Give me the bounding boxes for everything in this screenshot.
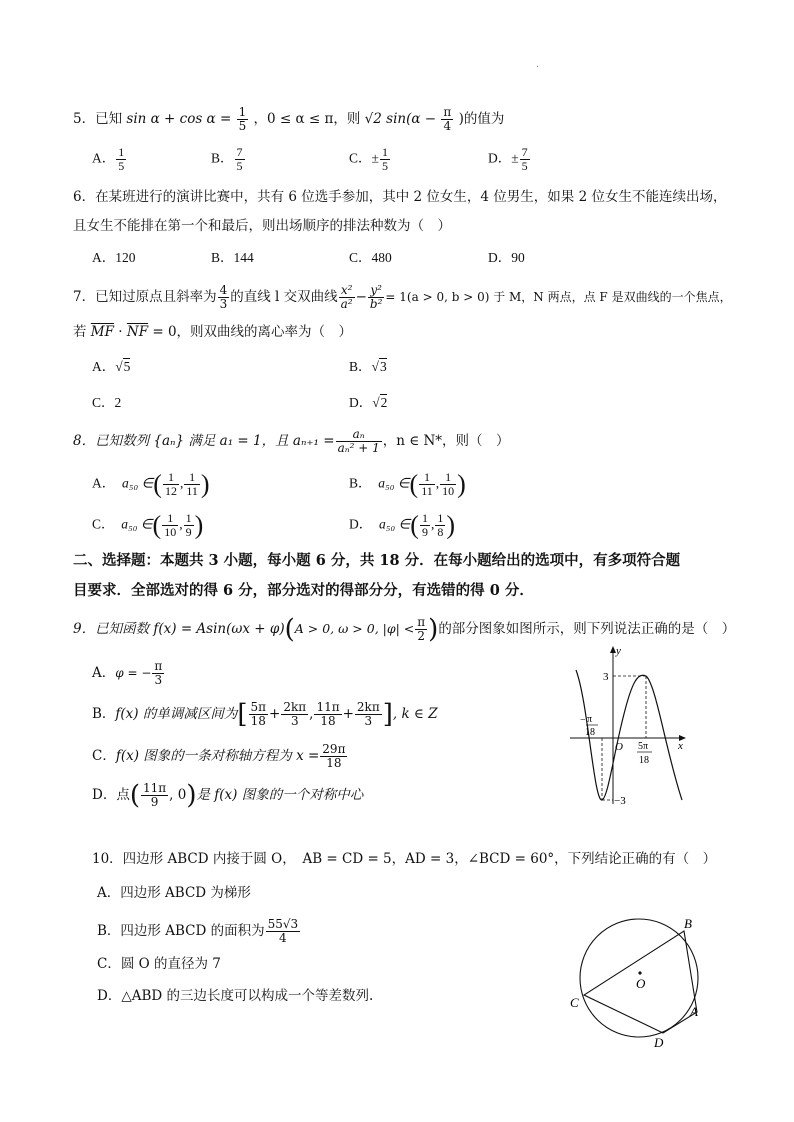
label-d: D [654,1035,664,1050]
neg-tick-sign: − [580,715,586,726]
label-c: C [570,995,579,1010]
x-axis-label: x [678,740,683,752]
q10-option-c[interactable]: C．圆 O 的直径为 7 [97,956,221,972]
q9-stem: 9．已知函数 f(x) = Asin(ωx + φ)(A > 0, ω > 0, |φ| < $\frac{\pi}{2}$ )的部分图象如图所示，则下列说法正确的是（ ） [73,614,736,645]
q8-option-b[interactable]: B． a₅₀ ∈( $\frac{1}{11}$ , $\frac{1}{10}$ ) [349,469,466,499]
pos-tick-num: 5π [638,741,649,752]
q7-stem: 7．已知过原点且斜率为 $\frac{4}{3}$ 的直线 l 交双曲线 $\frac{\text{x²}}{\text{a²}}$ − $\frac{\text{y²}}{\text{b²}}$ = 1(a > 0, b > 0) 于 M，N 两点，点 F 是双曲线的一个焦点， [73,283,732,311]
q8-stem: 8．已知数列 {aₙ} 满足 a₁ = 1，且 aₙ₊₁ = $\frac{\text{aₙ}}{\text{aₙ² + 1}}$ ，n ∈ N*，则（ ） [73,427,510,455]
q10-option-d[interactable]: D．△ABD 的三边长度可以构成一个等差数列. [97,988,374,1004]
q7-line2: 若 $\overline{MF} \cdot \overline{NF} = 0$，则双曲线的离心率为（ ） [73,324,353,340]
q6-option-a[interactable]: A．120 [92,250,136,265]
q9-option-c[interactable]: C．f(x) 图象的一条对称轴方程为 x = $\frac{29\pi}{18}$ [92,742,346,770]
neg-tick-den: 18 [585,727,595,738]
q5-frac2: $\frac{\pi}{4}$ [443,105,452,133]
min-label: −3 [614,795,626,807]
y-axis-label: y [616,645,621,657]
q6-line1: 6．在某班进行的演讲比赛中，共有 6 位选手参加，其中 2 位女生，4 位男生，如果 2 位女生不能连续出场， [73,189,727,205]
max-label: 3 [603,671,609,683]
section2-line1: 二、选择题：本题共 3 小题，每小题 6 分，共 18 分．在每小题给出的选项中，有多项符合题 [73,552,681,569]
q5-expr2-post: )的值为 [458,111,505,127]
q7-option-a[interactable]: A．√5 [92,359,131,374]
q5-expr1: sin α + cos α = [126,111,232,127]
q10-circle-figure [564,912,714,1052]
vector-mf: $\overline{MF}$ [90,324,114,340]
q9-option-d[interactable]: D．点( $\frac{11\pi}{9}$ , 0)是 f(x) 图象的一个对称中心 [92,780,364,811]
q5-lead: 5．已知 [73,111,123,127]
q6-line2: 且女生不能排在第一个和最后，则出场顺序的排法种数为（ ） [73,218,451,234]
q7-option-c[interactable]: C．2 [92,395,122,410]
pos-tick-den: 18 [639,755,649,766]
q8-option-c[interactable]: C． a₅₀ ∈( $\frac{1}{10}$ , $\frac{1}{9}$ ) [92,510,204,540]
q9-sine-graph [566,642,690,810]
q5-stem [73,106,504,133]
q5-option-d[interactable]: D．± $\frac{7}{5}$ [488,145,528,173]
q5-expr2: √2 sin(α − [364,111,437,127]
origin-label: O [615,741,623,753]
q5-cond: ，0 ≤ α ≤ π，则 [253,111,361,127]
label-b: B [684,916,692,931]
q10-option-a[interactable]: A．四边形 ABCD 为梯形 [97,885,251,901]
q6-option-d[interactable]: D．90 [488,250,525,265]
label-a: A [690,1004,698,1019]
label-o: O [636,976,646,991]
q10-stem: 10．四边形 ABCD 内接于圆 O， AB = CD = 5，AD = 3，∠BCD = 60°，下列结论正确的有（ ） [92,851,717,867]
q5-option-b[interactable]: B． $\frac{7}{5}$ [211,145,243,173]
header-mark: · [536,62,540,73]
center-dot [638,971,641,974]
q10-option-b[interactable]: B．四边形 ABCD 的面积为 $\frac{55√3}{4}$ [97,917,299,945]
q9-option-b[interactable]: B．f(x) 的单调减区间为[ $\frac{5\pi}{18}$ + $\frac{2k\pi}{3}$ , $\frac{11\pi}{18}$ + $\frac{2k\pi}{3}$ ], k ∈ Z [92,699,438,730]
q8-option-a[interactable]: A． a₅₀ ∈( $\frac{1}{12}$ , $\frac{1}{11}$ ) [92,469,210,499]
vector-nf: $\overline{NF}$ [126,324,149,340]
section2-line2: 目要求．全部选对的得 6 分，部分选对的得部分分，有选错的得 0 分． [73,582,534,599]
q7-option-d[interactable]: D．√2 [349,395,388,410]
q9-option-a[interactable]: A．φ = − $\frac{\pi}{3}$ [92,659,163,687]
q8-option-d[interactable]: D． a₅₀ ∈( $\frac{1}{9}$ , $\frac{1}{8}$ ) [349,510,455,540]
q5-option-c[interactable]: C．± $\frac{1}{5}$ [349,145,388,173]
neg-tick-num: π [587,714,593,725]
q5-option-a[interactable]: A． $\frac{1}{5}$ [92,145,125,173]
q7-option-b[interactable]: B．√3 [349,359,387,374]
q6-option-c[interactable]: C．480 [349,250,392,265]
q5-frac1: $\frac{1}{5}$ [238,105,247,133]
q6-option-b[interactable]: B．144 [211,250,254,265]
